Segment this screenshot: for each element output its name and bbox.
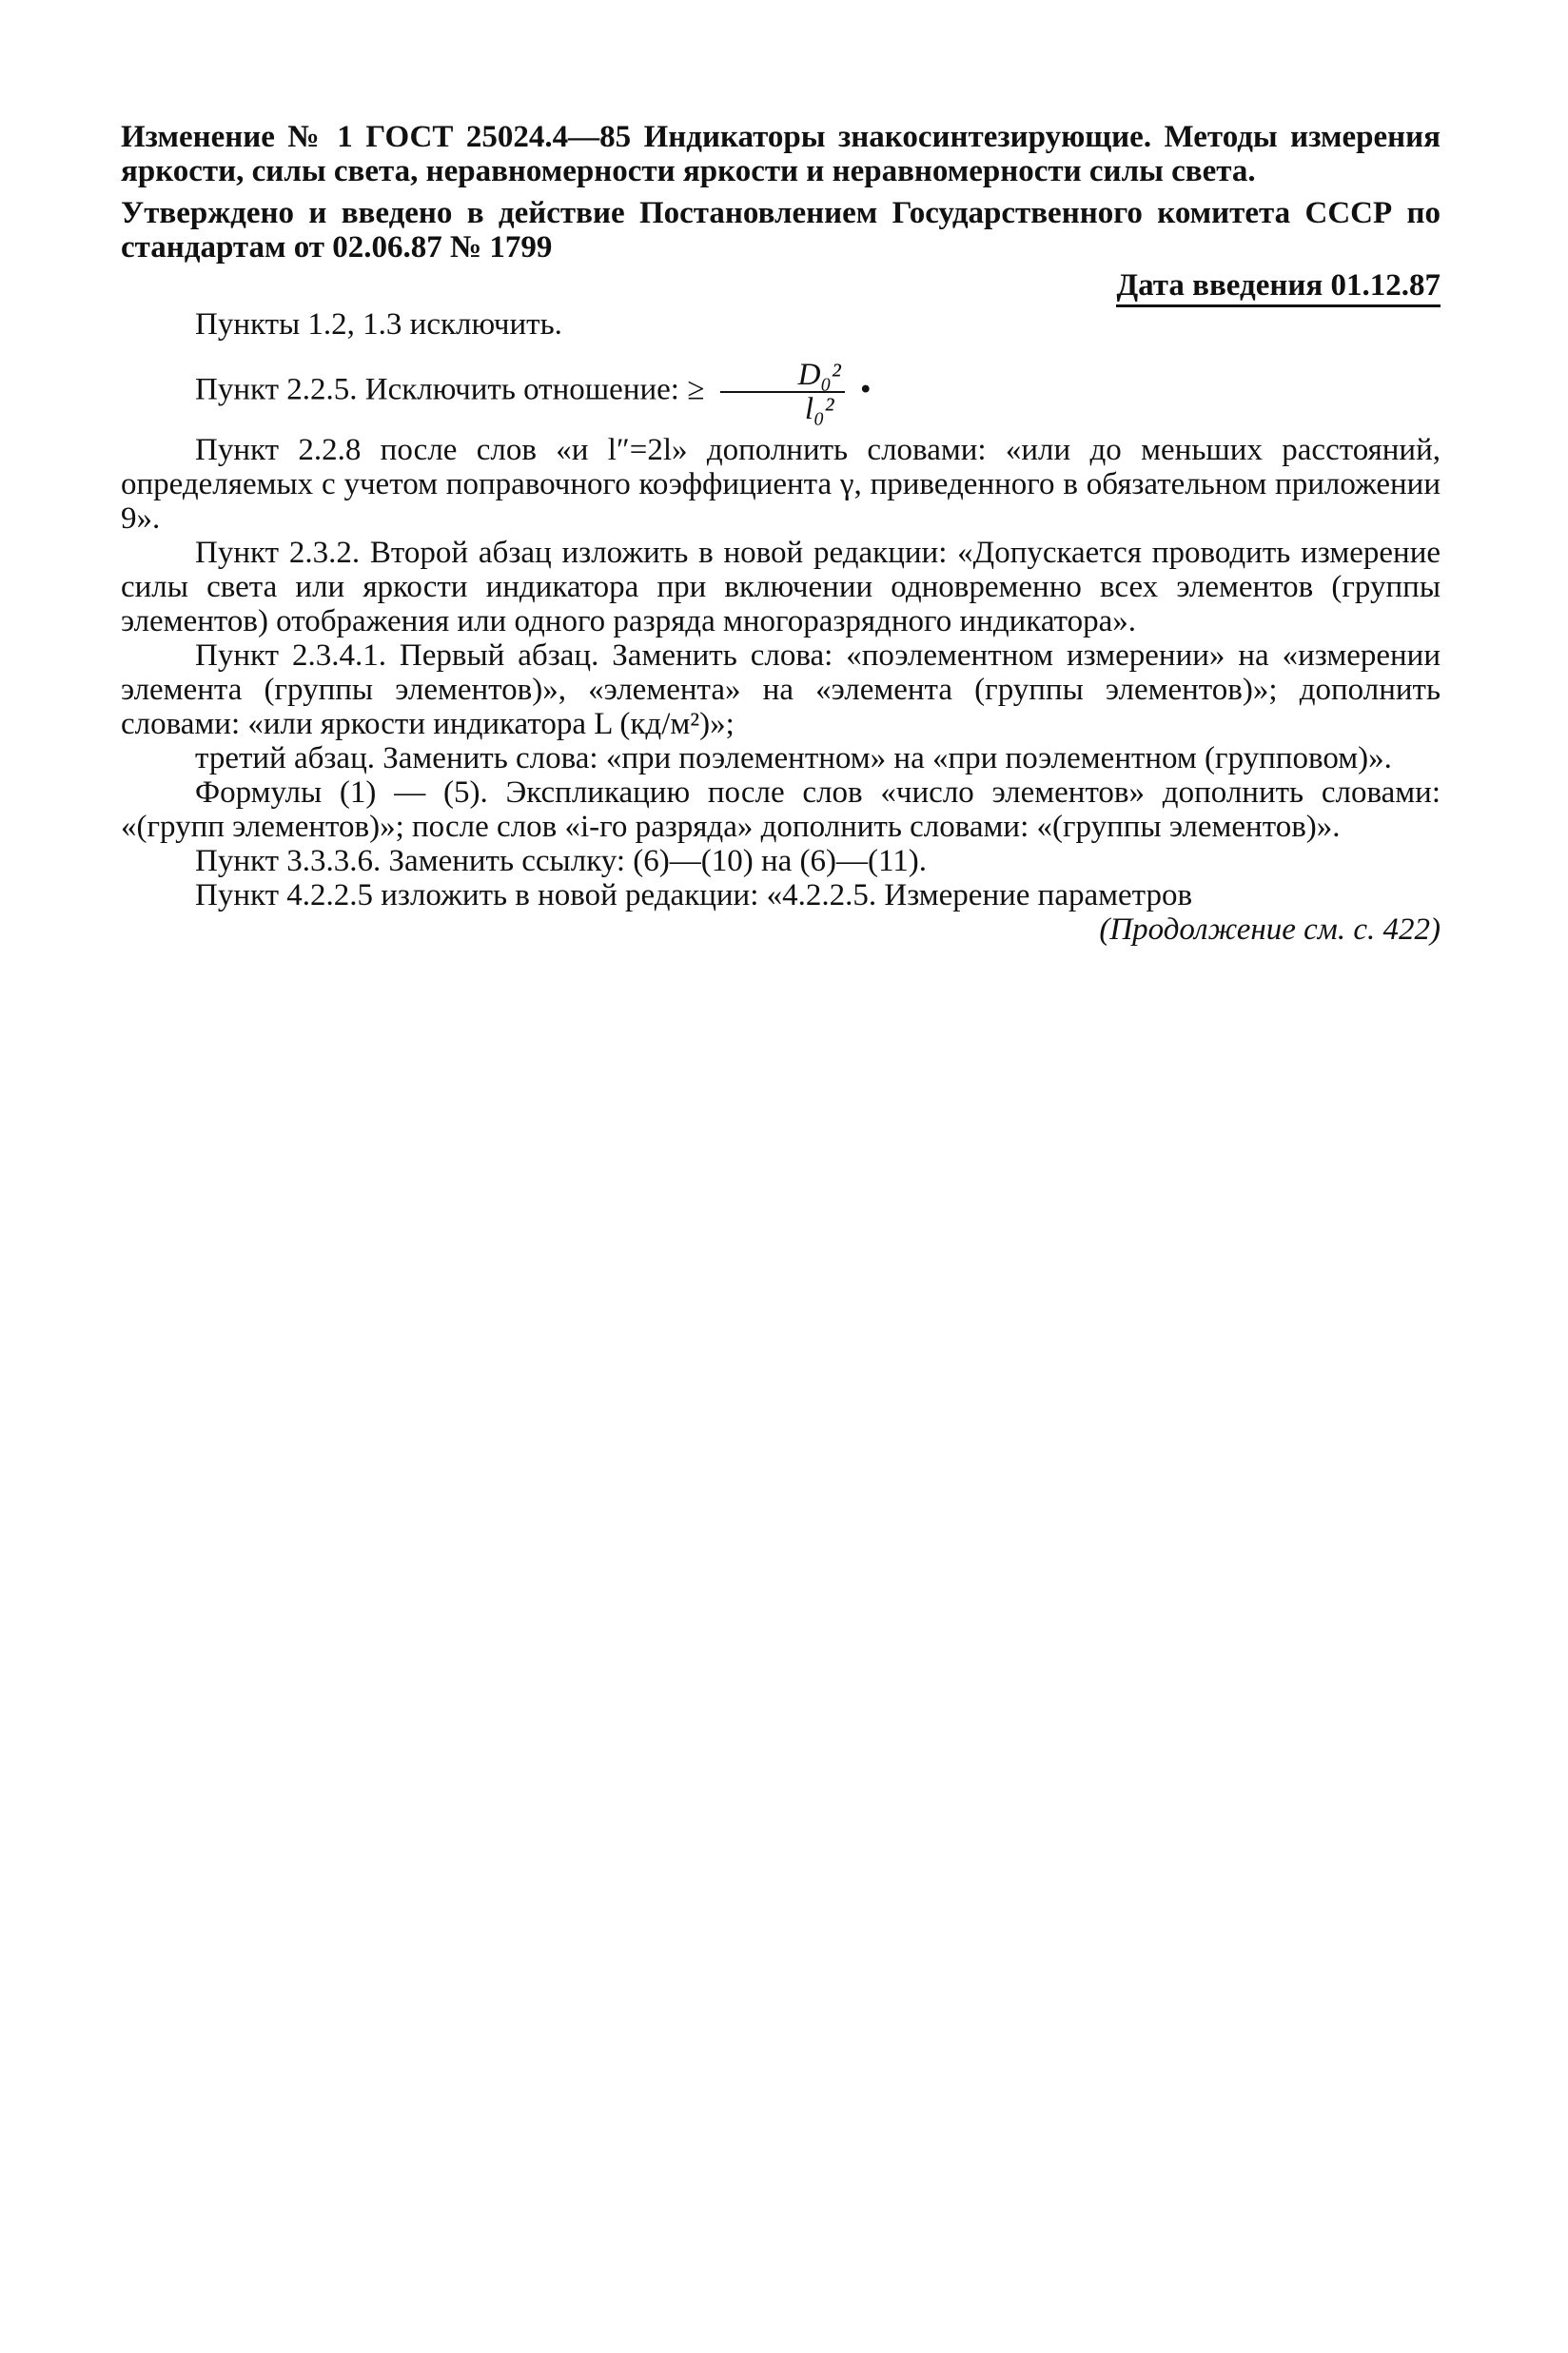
amendment-title: Изменение № 1 ГОСТ 25024.4—85 Индикаторы знакосинтезирующие. Методы измерения яркости, силы света, неравномерности яркости и неравномерности силы света. [121,120,1441,188]
paragraph-9: Пункт 4.2.2.5 изложить в новой редакции: «4.2.2.5. Измерение параметров [195,878,1193,912]
paragraph-6: третий абзац. Заменить слова: «при поэлементном» на «при поэлементном (групповом)». [195,741,1392,775]
formula-end: • [860,372,872,407]
formula-numerator: D₀² [720,359,845,393]
effective-date: Дата введения 01.12.87 [1116,268,1441,307]
ratio-formula [720,359,845,425]
paragraph-2 [121,359,1441,425]
paragraph-3: Пункт 2.2.8 после слов «и l″=2l» дополнить словами: «или до меньших расстояний, определяемых с учетом поправочного коэффициента γ, приведенного в обязательном приложении 9». [121,433,1441,536]
paragraph-2-text: Пункт 2.2.5. Исключить отношение: [195,372,679,407]
paragraph-7: Формулы (1) — (5). Экспликацию после слов «число элементов» дополнить словами: «(групп элементов)»; после слов «i-го разряда» дополнить словами: «(группы элементов)». [121,775,1441,844]
formula-denominator: l₀² [804,392,834,426]
continuation-note: (Продолжение см. с. 422) [1099,912,1441,947]
paragraph-5: Пункт 2.3.4.1. Первый абзац. Заменить слова: «поэлементном измерении» на «измерении элемента (группы элементов)», «элемента» на «элемента (группы элементов)»; дополнить словами: «или яркости индикатора L (кд/м²)»; [121,638,1441,741]
formula-sign: ≥ [687,372,705,407]
paragraph-8: Пункт 3.3.3.6. Заменить ссылку: (6)—(10) на (6)—(11). [195,844,927,878]
approval-statement: Утверждено и введено в действие Постановлением Государственного комитета СССР по стандартам от 02.06.87 № 1799 [121,196,1441,265]
effective-date-row [121,268,1441,307]
document-page [121,120,1441,947]
paragraph-4: Пункт 2.3.2. Второй абзац изложить в новой редакции: «Допускается проводить измерение силы света или яркости индикатора при включении одновременно всех элементов (группы элементов) отображения или одного разряда многоразрядного индикатора». [121,536,1441,638]
paragraph-1: Пункты 1.2, 1.3 исключить. [195,307,562,342]
